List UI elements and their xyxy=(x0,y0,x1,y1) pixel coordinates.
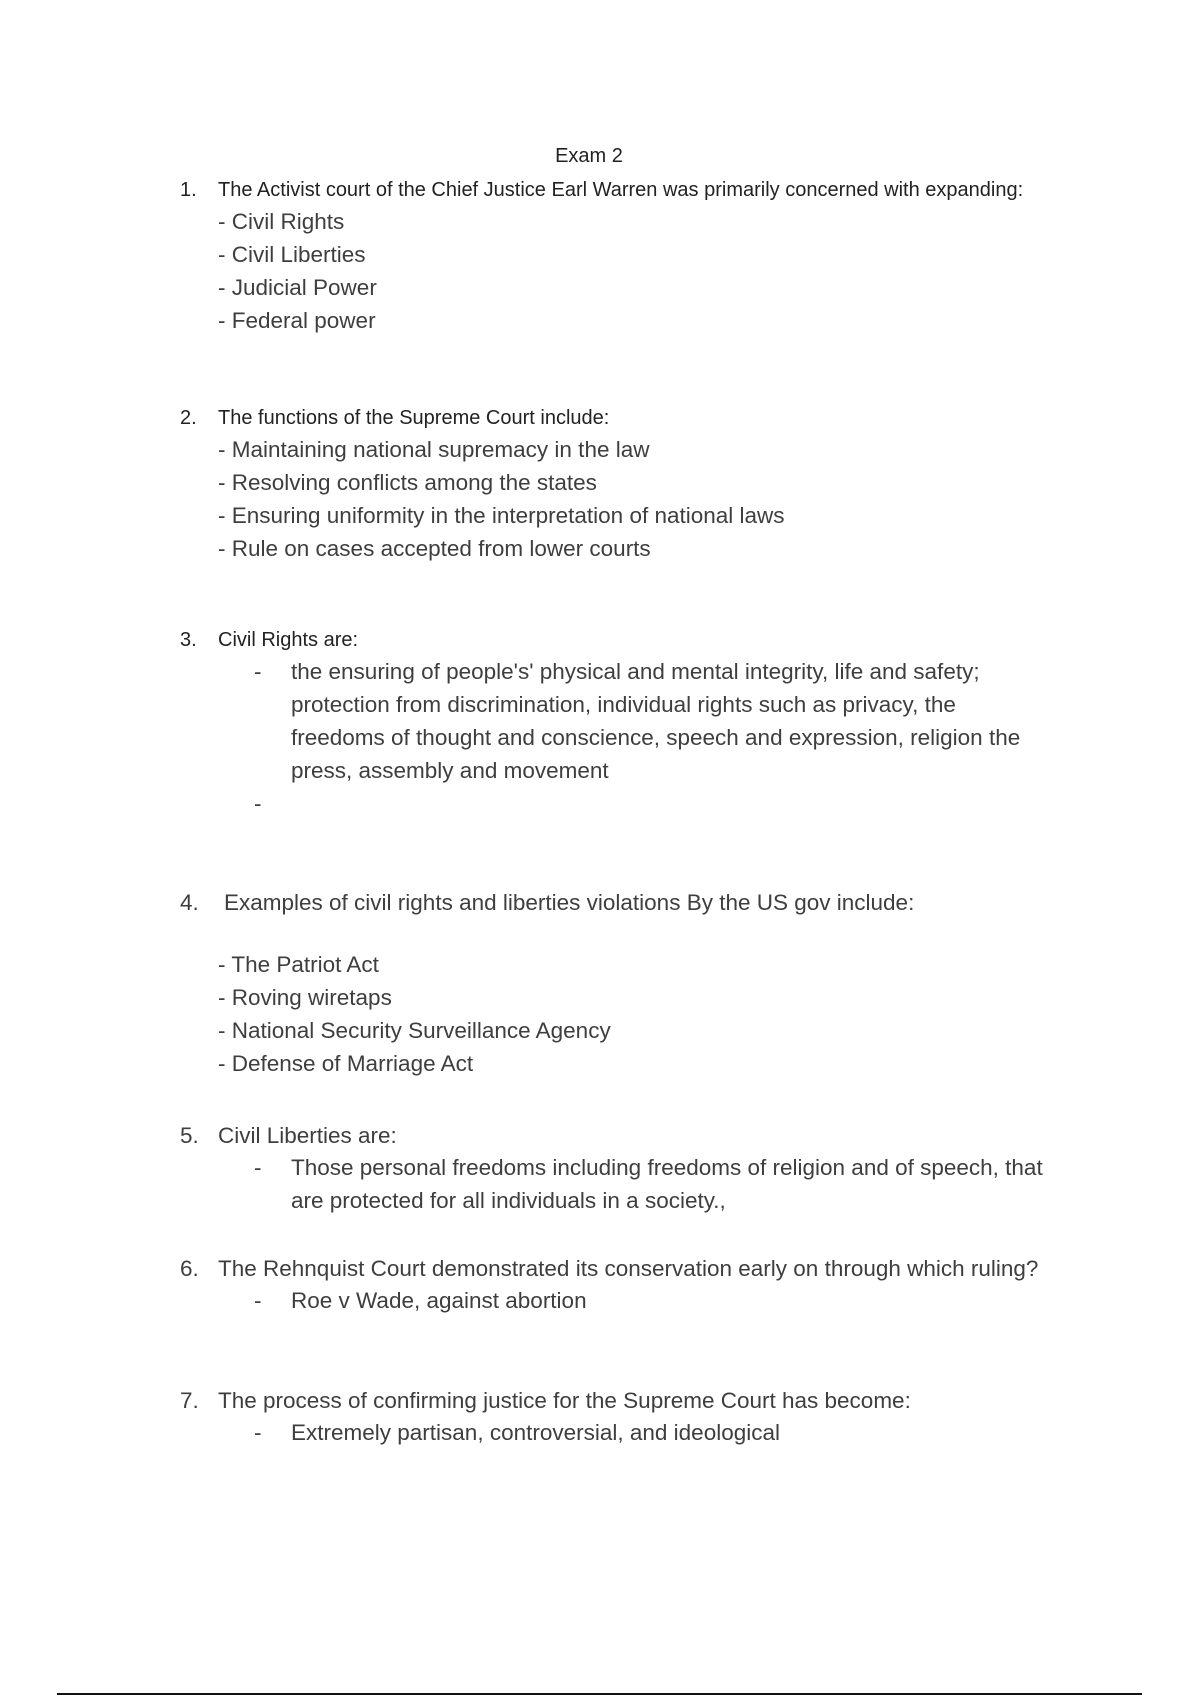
question-text: Civil Liberties are: xyxy=(218,1123,397,1148)
question-text: The functions of the Supreme Court include: xyxy=(218,407,610,429)
question-4 xyxy=(180,888,1080,1080)
answer-item: - Resolving conflicts among the states xyxy=(218,470,597,495)
answer-item xyxy=(218,1151,1051,1217)
question-number: 4. xyxy=(180,890,199,915)
question-number: 7. xyxy=(180,1388,199,1413)
answer-text: Extremely partisan, controversial, and ideological xyxy=(291,1420,780,1445)
question-number: 6. xyxy=(180,1256,199,1281)
answer-item xyxy=(218,1284,1051,1317)
question-number: 3. xyxy=(180,629,197,651)
question-text: The Rehnquist Court demonstrated its conservation early on through which ruling? xyxy=(218,1256,1039,1281)
answer-item: - Ensuring uniformity in the interpretation of national laws xyxy=(218,503,785,528)
answer-text: Roe v Wade, against abortion xyxy=(291,1288,587,1313)
answer-item: - The Patriot Act xyxy=(218,952,379,977)
question-text: The process of confirming justice for the Supreme Court has become: xyxy=(218,1388,911,1413)
answer-item xyxy=(218,655,1051,787)
answer-item: - Rule on cases accepted from lower courts xyxy=(218,536,651,561)
answer-item xyxy=(218,1416,1051,1449)
question-text: Examples of civil rights and liberties violations By the US gov include: xyxy=(224,890,915,915)
answer-item: - Federal power xyxy=(218,308,376,333)
dash-marker: - xyxy=(254,1288,262,1313)
question-text: The Activist court of the Chief Justice Earl Warren was primarily concerned with expanding: xyxy=(218,179,1024,201)
answer-text: the ensuring of people's' physical and mental integrity, life and safety; protection from discrimination, individual rights such as privacy, the freedoms of thought and conscience, speech and expression, religion the press, assembly and movement xyxy=(291,659,1021,783)
question-1 xyxy=(180,175,1080,337)
footer-divider xyxy=(57,1693,1142,1695)
answer-item: - Judicial Power xyxy=(218,275,377,300)
question-7 xyxy=(180,1386,1080,1449)
answer-item: - Civil Rights xyxy=(218,209,345,234)
dash-marker: - xyxy=(254,659,262,684)
answer-item: - Maintaining national supremacy in the law xyxy=(218,437,650,462)
answer-item: - Defense of Marriage Act xyxy=(218,1051,474,1076)
answer-item: - Roving wiretaps xyxy=(218,985,392,1010)
answer-text: Those personal freedoms including freedoms of religion and of speech, that are protected for all individuals in a society., xyxy=(291,1155,1043,1213)
answer-item: - Civil Liberties xyxy=(218,242,366,267)
question-number: 1. xyxy=(180,179,197,201)
page-title: Exam 2 xyxy=(555,145,623,167)
dash-marker: - xyxy=(254,791,262,816)
question-5 xyxy=(180,1121,1080,1217)
dash-marker: - xyxy=(254,1420,262,1445)
answer-item: - National Security Surveillance Agency xyxy=(218,1018,611,1043)
question-2 xyxy=(180,403,1080,565)
question-text: Civil Rights are: xyxy=(218,629,359,651)
question-3 xyxy=(180,625,1080,816)
question-number: 2. xyxy=(180,407,197,429)
dash-marker: - xyxy=(254,1155,262,1180)
question-number: 5. xyxy=(180,1123,199,1148)
question-6 xyxy=(180,1254,1080,1317)
